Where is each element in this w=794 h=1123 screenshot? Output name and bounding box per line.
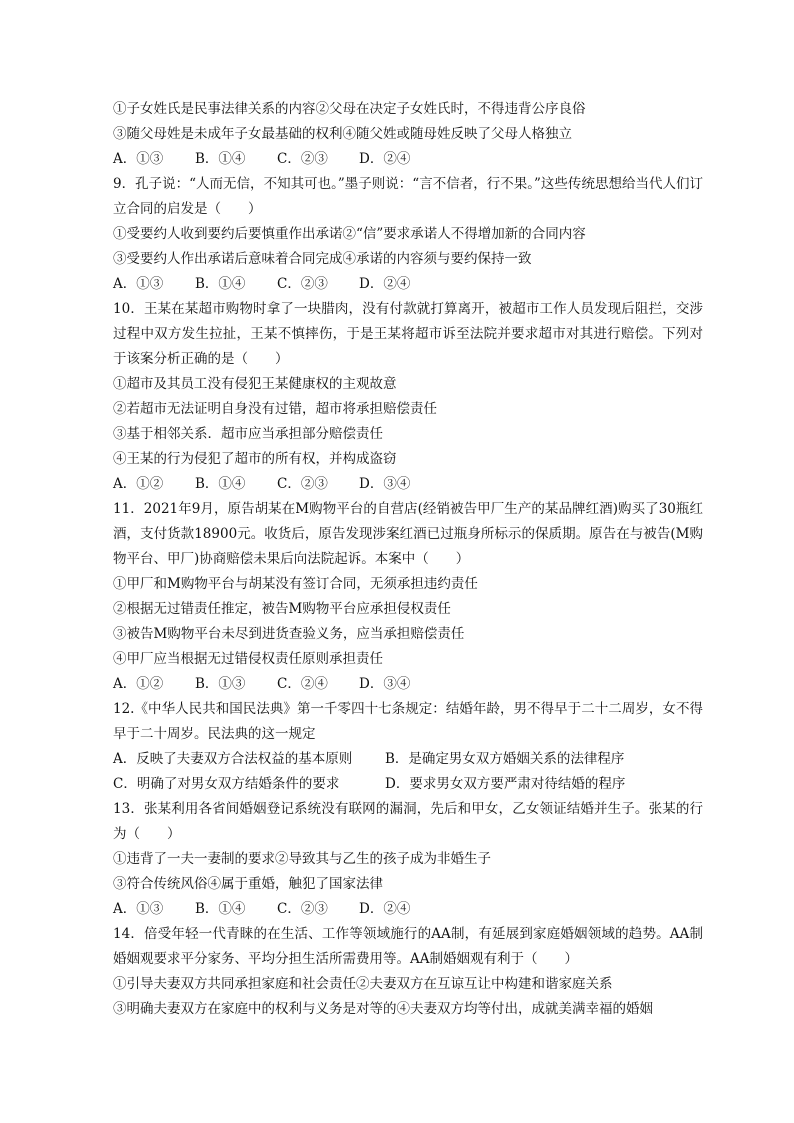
q8-option-a: A．①③ bbox=[113, 151, 164, 167]
q14-statement-2: ③明确夫妻双方在家庭中的权利与义务是对等的④夫妻双方均等付出，成就美满幸福的婚姻 bbox=[113, 1001, 653, 1017]
q10-statement-4: ④王某的行为侵犯了超市的所有权，并构成盗窃 bbox=[113, 451, 397, 467]
q11-statement-2: ②根据无过错责任推定，被告M购物平台应承担侵权责任 bbox=[113, 601, 451, 617]
q8-statement-2: ③随父母姓是未成年子女最基础的权利④随父姓或随母姓反映了父母人格独立 bbox=[113, 126, 572, 142]
q10-options bbox=[113, 472, 703, 497]
q12-option-c: C．明确了对男女双方结婚条件的要求 bbox=[113, 776, 340, 792]
q11-statement-3: ③被告M购物平台未尽到进货查验义务，应当承担赔偿责任 bbox=[113, 626, 465, 642]
q11-statement-1: ①甲厂和M购物平台与胡某没有签订合同，无须承担违约责任 bbox=[113, 576, 478, 592]
q11-stem: 11．2021年9月，原告胡某在M购物平台的自营店(经销被告甲厂生产的某品牌红酒)购买了30瓶红酒，支付货款18900元。收货后，原告发现涉案红酒已过瓶身所标示的保质期。原告在与被告(M购物平台、甲厂)协商赔偿未果后向法院起诉。本案中（ ） bbox=[113, 501, 703, 567]
q9-statement-2: ③受要约人作出承诺后意味着合同完成④承诺的内容须与要约保持一致 bbox=[113, 251, 532, 267]
q9-options bbox=[113, 272, 703, 297]
q10-option-a: A．①② bbox=[113, 476, 164, 492]
q10-statement-3: ③基于相邻关系．超市应当承担部分赔偿责任 bbox=[113, 426, 383, 442]
q10-option-b: B．①④ bbox=[195, 476, 246, 492]
q13-statement-2: ③符合传统风俗④属于重婚，触犯了国家法律 bbox=[113, 876, 383, 892]
q10-option-d: D．③④ bbox=[359, 476, 411, 492]
q9-option-c: C．②③ bbox=[277, 276, 328, 292]
q14-stem: 14．倍受年轻一代青睐的在生活、工作等领域施行的AA制，有延展到家庭婚姻领域的趋势。AA制婚姻观要求平分家务、平均分担生活所需费用等。AA制婚姻观有利于（ ） bbox=[113, 926, 703, 967]
q9-option-d: D．②④ bbox=[359, 276, 411, 292]
q13-option-b: B．①④ bbox=[195, 901, 246, 917]
q13-options bbox=[113, 897, 703, 922]
q8-option-b: B．①④ bbox=[195, 151, 246, 167]
q8-option-c: C．②③ bbox=[277, 151, 328, 167]
q11-options bbox=[113, 672, 703, 697]
q13-option-c: C．②③ bbox=[277, 901, 328, 917]
q8-option-d: D．②④ bbox=[359, 151, 411, 167]
q9-stem: 9．孔子说：“人而无信，不知其可也。”墨子则说：“言不信者，行不果。”这些传统思想给当代人们订立合同的启发是（ ） bbox=[113, 176, 703, 217]
q9-option-a: A．①③ bbox=[113, 276, 164, 292]
q13-option-a: A．①③ bbox=[113, 901, 164, 917]
q12-option-a: A．反映了夫妻双方合法权益的基本原则 bbox=[113, 751, 353, 767]
q10-option-c: C．②③ bbox=[277, 476, 328, 492]
q12-option-b: B．是确定男女双方婚姻关系的法律程序 bbox=[385, 751, 625, 767]
q11-statement-4: ④甲厂应当根据无过错侵权责任原则承担责任 bbox=[113, 651, 383, 667]
q12-options-row-2 bbox=[113, 772, 703, 797]
q12-option-d: D．要求男女双方要严肃对待结婚的程序 bbox=[385, 776, 626, 792]
q10-statement-1: ①超市及其员工没有侵犯王某健康权的主观故意 bbox=[113, 376, 397, 392]
q9-statement-1: ①受要约人收到要约后要慎重作出承诺②“信”要求承诺人不得增加新的合同内容 bbox=[113, 226, 586, 242]
q9-option-b: B．①④ bbox=[195, 276, 246, 292]
q11-option-d: D．③④ bbox=[359, 676, 411, 692]
q13-option-d: D．②④ bbox=[359, 901, 411, 917]
q10-statement-2: ②若超市无法证明自身没有过错，超市将承担赔偿责任 bbox=[113, 401, 437, 417]
q13-stem: 13．张某利用各省间婚姻登记系统没有联网的漏洞，先后和甲女，乙女领证结婚并生子。张某的行为（ ） bbox=[113, 801, 703, 842]
q11-option-c: C．②④ bbox=[277, 676, 328, 692]
page-content bbox=[113, 97, 703, 1022]
q13-statement-1: ①违背了一夫一妻制的要求②导致其与乙生的孩子成为非婚生子 bbox=[113, 851, 491, 867]
q12-options-row-1 bbox=[113, 747, 703, 772]
q12-stem: 12.《中华人民共和国民法典》第一千零四十七条规定：结婚年龄，男不得早于二十二周岁，女不得早于二十周岁。民法典的这一规定 bbox=[113, 701, 703, 742]
q8-statement-1: ①子女姓氏是民事法律关系的内容②父母在决定子女姓氏时，不得违背公序良俗 bbox=[113, 101, 586, 117]
q8-options bbox=[113, 147, 703, 172]
q14-statement-1: ①引导夫妻双方共同承担家庭和社会责任②夫妻双方在互谅互让中构建和谐家庭关系 bbox=[113, 976, 613, 992]
q11-option-b: B．①③ bbox=[195, 676, 246, 692]
q11-option-a: A．①② bbox=[113, 676, 164, 692]
q10-stem: 10．王某在某超市购物时拿了一块腊肉，没有付款就打算离开，被超市工作人员发现后阻拦，交涉过程中双方发生拉扯，王某不慎摔伤，于是王某将超市诉至法院并要求超市对其进行赔偿。下列对于该案分析正确的是（ ） bbox=[113, 301, 703, 367]
